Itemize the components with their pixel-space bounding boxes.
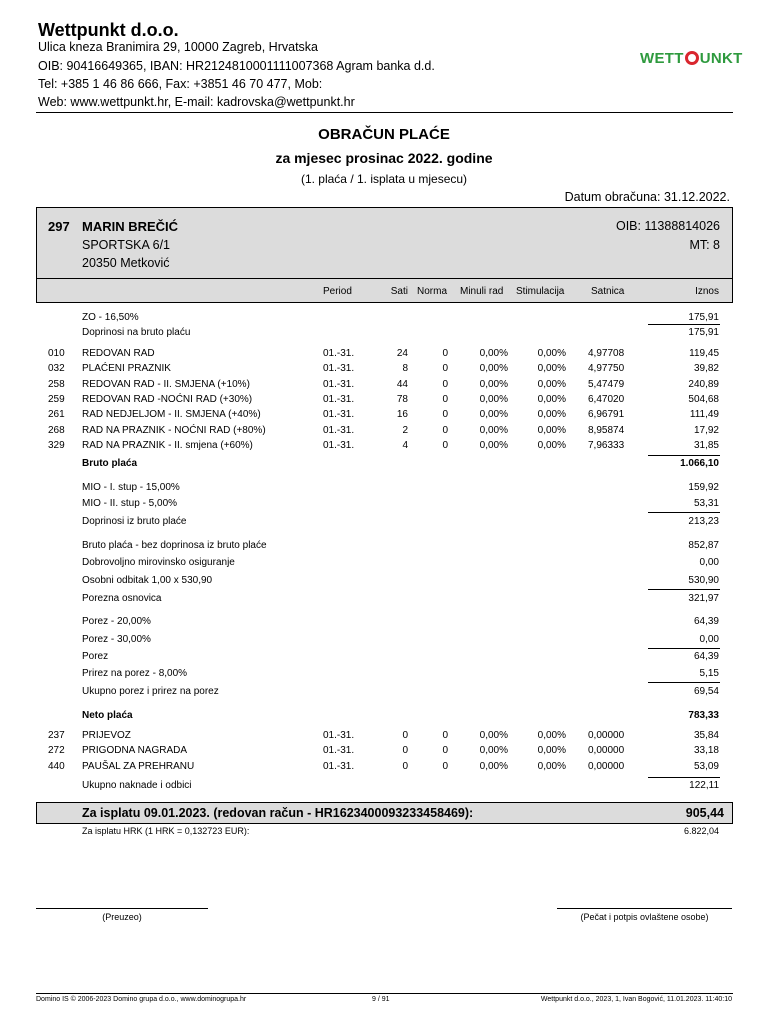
row-stim: 0,00% <box>537 378 566 390</box>
row-period: 01.-31. <box>323 409 355 421</box>
gross-label: Bruto plaća <box>82 458 138 469</box>
row-minuli: 0,00% <box>479 424 508 436</box>
col-norm: Norma <box>417 286 448 297</box>
row-code: 258 <box>48 378 65 390</box>
row-minuli: 0,00% <box>479 760 508 772</box>
row-hours: 16 <box>396 409 408 421</box>
row-stim: 0,00% <box>537 363 566 375</box>
sum-line <box>648 648 720 649</box>
allowances-total-amount: 122,11 <box>689 780 719 791</box>
sum-line <box>648 589 720 590</box>
payout-amount: 905,44 <box>685 806 724 820</box>
row-name: RAD NEDJELJOM - II. SMJENA (+40%) <box>82 409 261 421</box>
row-hours: 44 <box>396 378 408 390</box>
row-name: PLAĆENI PRAZNIK <box>82 363 171 375</box>
tax-amount: 64,39 <box>693 651 719 662</box>
row-norm: 0 <box>442 409 448 421</box>
employee-mt: MT: 8 <box>689 238 720 252</box>
row-rate: 0,00000 <box>588 745 625 757</box>
row-hours: 2 <box>402 424 408 436</box>
row-minuli: 0,00% <box>479 730 508 741</box>
net-amount: 783,33 <box>688 710 719 721</box>
row-norm: 0 <box>442 378 448 390</box>
row-amount: 111,49 <box>689 409 719 421</box>
logo-target-icon <box>685 51 699 65</box>
contrib-total-amount: 175,91 <box>688 327 719 338</box>
row-hours: 8 <box>402 363 408 375</box>
tax-label: Porez - 30,00% <box>82 634 151 645</box>
row-name: REDOVAN RAD - II. SMJENA (+10%) <box>82 378 250 390</box>
employee-name: MARIN BREČIĆ <box>82 219 179 234</box>
row-rate: 0,00000 <box>588 730 625 741</box>
row-rate: 6,96791 <box>588 409 625 421</box>
row-stim: 0,00% <box>537 348 566 359</box>
row-norm: 0 <box>442 745 448 757</box>
pension-label: MIO - I. stup - 15,00% <box>82 482 180 493</box>
row-rate: 7,96333 <box>588 439 625 451</box>
footer-divider <box>36 993 733 994</box>
tax-label: Porez - 20,00% <box>82 616 151 627</box>
row-hours: 0 <box>402 730 408 741</box>
signature-line-left <box>36 908 208 909</box>
tax-amount: 5,15 <box>699 668 719 679</box>
pension-total-label: Doprinosi iz bruto plaće <box>82 516 187 527</box>
employee-number: 297 <box>48 219 70 234</box>
taxbase-amount: 0,00 <box>699 557 719 568</box>
row-norm: 0 <box>442 730 448 741</box>
row-minuli: 0,00% <box>479 378 508 390</box>
row-norm: 0 <box>442 424 448 436</box>
row-code: 259 <box>48 393 65 405</box>
row-amount: 35,84 <box>693 730 719 741</box>
pension-amount: 53,31 <box>693 498 719 509</box>
row-stim: 0,00% <box>537 745 566 757</box>
taxbase-total-label: Porezna osnovica <box>82 593 162 604</box>
row-period: 01.-31. <box>323 378 355 390</box>
row-minuli: 0,00% <box>479 745 508 757</box>
signature-receiver: (Preuzeo) <box>102 912 142 922</box>
company-oib-iban: OIB: 90416649365, IBAN: HR2124810001111007368 Agram banka d.d. <box>38 59 435 73</box>
zo-amount: 175,91 <box>688 312 719 323</box>
row-period: 01.-31. <box>323 393 355 405</box>
row-amount: 119,45 <box>689 348 719 359</box>
row-rate: 6,47020 <box>588 393 625 405</box>
row-code: 440 <box>48 760 65 772</box>
row-norm: 0 <box>442 393 448 405</box>
row-amount: 39,82 <box>693 363 719 375</box>
row-period: 01.-31. <box>323 363 355 375</box>
row-amount: 53,09 <box>693 760 719 772</box>
row-name: REDOVAN RAD <box>82 348 155 359</box>
tax-total-label: Ukupno porez i prirez na porez <box>82 686 219 697</box>
taxbase-amount: 530,90 <box>688 575 719 586</box>
col-rate: Satnica <box>591 286 625 297</box>
tax-amount: 64,39 <box>693 616 719 627</box>
footer-page-number: 9 / 91 <box>372 996 390 1003</box>
company-name: Wettpunkt d.o.o. <box>38 20 179 40</box>
row-minuli: 0,00% <box>479 439 508 451</box>
document-title: OBRAČUN PLAĆE <box>318 126 450 143</box>
row-amount: 504,68 <box>688 393 719 405</box>
logo-text-left: WETT <box>640 50 684 67</box>
row-minuli: 0,00% <box>479 348 508 359</box>
contrib-total-label: Doprinosi na bruto plaću <box>82 327 191 338</box>
tax-total-amount: 69,54 <box>693 686 719 697</box>
zo-label: ZO - 16,50% <box>82 312 139 323</box>
row-period: 01.-31. <box>323 745 355 757</box>
signature-stamp: (Pečat i potpis ovlaštene osobe) <box>580 912 709 922</box>
document-period: za mjesec prosinac 2022. godine <box>275 150 493 166</box>
row-hours: 0 <box>402 760 408 772</box>
payout-label: Za isplatu 09.01.2023. (redovan račun - HR1623400093233458469): <box>82 806 474 820</box>
row-minuli: 0,00% <box>479 409 508 421</box>
row-rate: 8,95874 <box>588 424 625 436</box>
row-norm: 0 <box>442 348 448 359</box>
row-name: PAUŠAL ZA PREHRANU <box>82 760 195 772</box>
signature-line-right <box>557 908 732 909</box>
row-period: 01.-31. <box>323 439 355 451</box>
payout-hrk-label: Za isplatu HRK (1 HRK = 0,132723 EUR): <box>82 826 250 836</box>
row-code: 237 <box>48 730 65 741</box>
employee-oib: OIB: 11388814026 <box>615 219 720 233</box>
row-code: 268 <box>48 424 65 436</box>
row-hours: 24 <box>396 348 408 359</box>
row-code: 010 <box>48 348 65 359</box>
pension-total-amount: 213,23 <box>688 516 719 527</box>
sum-line <box>648 324 720 325</box>
row-hours: 0 <box>402 745 408 757</box>
row-rate: 0,00000 <box>588 760 625 772</box>
company-logo <box>640 50 743 70</box>
col-stim: Stimulacija <box>516 286 565 297</box>
employee-city: 20350 Metković <box>82 256 170 270</box>
row-stim: 0,00% <box>537 439 566 451</box>
row-stim: 0,00% <box>537 730 566 741</box>
company-web: Web: www.wettpunkt.hr, E-mail: kadrovska@wettpunkt.hr <box>38 95 355 109</box>
row-code: 032 <box>48 363 65 375</box>
row-minuli: 0,00% <box>479 363 508 375</box>
row-norm: 0 <box>442 760 448 772</box>
pension-label: MIO - II. stup - 5,00% <box>82 498 178 509</box>
footer-software: Domino IS © 2006-2023 Domino grupa d.o.o., www.dominogrupa.hr <box>36 996 247 1003</box>
row-name: REDOVAN RAD -NOĆNI RAD (+30%) <box>82 393 253 405</box>
taxbase-label: Osobni odbitak 1,00 x 530,90 <box>82 575 213 586</box>
col-hours: Sati <box>390 286 408 297</box>
row-norm: 0 <box>442 363 448 375</box>
row-name: PRIJEVOZ <box>82 730 131 741</box>
row-stim: 0,00% <box>537 424 566 436</box>
company-address: Ulica kneza Branimira 29, 10000 Zagreb, Hrvatska <box>38 40 318 54</box>
footer-author: Wettpunkt d.o.o., 2023, 1, Ivan Bogović, 11.01.2023. 11:40:10 <box>540 996 732 1003</box>
row-stim: 0,00% <box>537 409 566 421</box>
row-code: 272 <box>48 745 65 757</box>
header-divider <box>36 112 733 113</box>
company-phone: Tel: +385 1 46 86 666, Fax: +3851 46 70 477, Mob: <box>38 77 323 91</box>
taxbase-amount: 852,87 <box>688 540 719 551</box>
row-rate: 4,97708 <box>588 348 625 359</box>
employee-street: SPORTSKA 6/1 <box>82 238 171 252</box>
row-period: 01.-31. <box>323 760 355 772</box>
row-amount: 33,18 <box>693 745 719 757</box>
col-minuli: Minuli rad <box>460 286 504 297</box>
row-period: 01.-31. <box>323 424 355 436</box>
taxbase-total-amount: 321,97 <box>688 593 719 604</box>
row-code: 261 <box>48 409 65 421</box>
col-amount: Iznos <box>695 286 719 297</box>
row-norm: 0 <box>442 439 448 451</box>
tax-amount: 0,00 <box>699 634 719 645</box>
calculation-date: Datum obračuna: 31.12.2022. <box>564 190 730 204</box>
sum-line <box>648 512 720 513</box>
row-rate: 4,97750 <box>588 363 625 375</box>
row-amount: 240,89 <box>688 378 719 390</box>
tax-label: Porez <box>82 651 109 662</box>
taxbase-label: Bruto plaća - bez doprinosa iz bruto plaće <box>82 540 267 551</box>
row-code: 329 <box>48 439 65 451</box>
net-label: Neto plaća <box>82 710 133 721</box>
taxbase-label: Dobrovoljno mirovinsko osiguranje <box>82 557 235 568</box>
document-note: (1. plaća / 1. isplata u mjesecu) <box>300 172 468 186</box>
row-period: 01.-31. <box>323 730 355 741</box>
row-name: RAD NA PRAZNIK - NOĆNI RAD (+80%) <box>82 424 266 436</box>
row-hours: 4 <box>402 439 408 451</box>
logo-text-right: UNKT <box>699 50 743 67</box>
tax-label: Prirez na porez - 8,00% <box>82 668 188 679</box>
row-period: 01.-31. <box>323 348 355 359</box>
allowances-total-label: Ukupno naknade i odbici <box>82 780 192 791</box>
gross-amount: 1.066,10 <box>680 458 719 469</box>
row-minuli: 0,00% <box>479 393 508 405</box>
row-hours: 78 <box>396 393 408 405</box>
pension-amount: 159,92 <box>688 482 719 493</box>
payout-hrk-amount: 6.822,04 <box>683 826 719 836</box>
row-rate: 5,47479 <box>588 378 625 390</box>
row-stim: 0,00% <box>537 393 566 405</box>
row-name: PRIGODNA NAGRADA <box>82 745 188 757</box>
sum-line <box>648 455 720 456</box>
sum-line <box>648 777 720 778</box>
row-amount: 17,92 <box>693 424 719 436</box>
row-stim: 0,00% <box>537 760 566 772</box>
row-name: RAD NA PRAZNIK - II. smjena (+60%) <box>82 439 253 451</box>
row-amount: 31,85 <box>693 439 719 451</box>
sum-line <box>648 682 720 683</box>
col-period: Period <box>323 286 352 297</box>
